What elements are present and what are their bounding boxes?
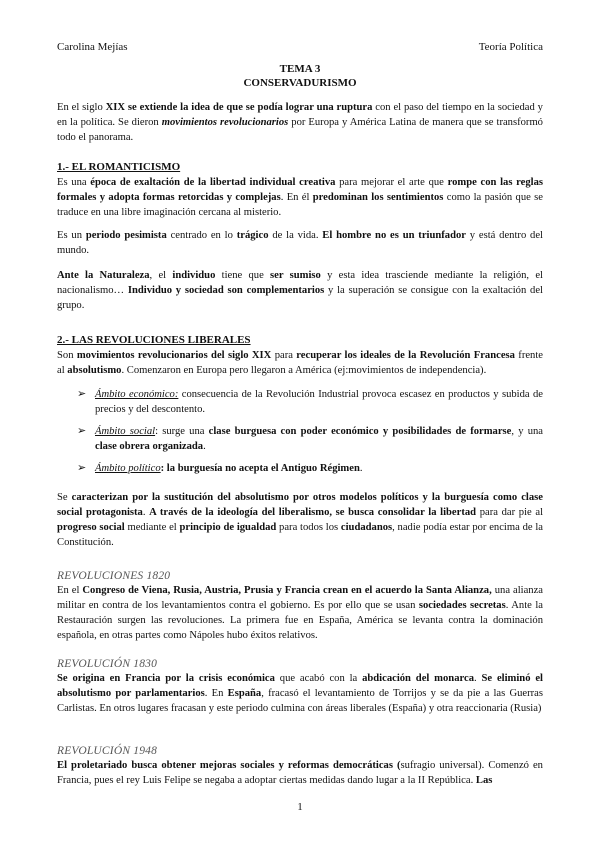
revolution-1830-paragraph (57, 671, 543, 716)
text-run: principio de igualdad (179, 522, 277, 534)
page-number: 1 (297, 801, 303, 813)
text-run: . (359, 463, 363, 474)
text-run: trágico (236, 230, 269, 241)
text-run: y está dentro del mundo. (57, 230, 543, 257)
text-run: Se eliminó el absolutismo por parlamentarios (57, 673, 543, 700)
text-run: sociedades secretas (418, 600, 506, 612)
text-run: Congreso de Viena, Rusia, Austria, Prusia y Francia crean en el acuerdo la Santa Alianza, (82, 585, 492, 596)
romanticism-paragraph-3 (57, 268, 543, 313)
text-run: una alianza militar en contra de los levantamientos contra el gobierno. Es por ello que se usan (57, 585, 544, 612)
revolutions-1820-paragraph (57, 583, 543, 643)
text-run: de la vida. (268, 230, 323, 241)
text-run: Individuo y sociedad son complementarios (127, 285, 325, 297)
text-run: consecuencia de la Revolución Industrial provoca escasez en productos y subida de precios y del descontento. (95, 389, 543, 416)
section-1-heading: 1.- EL ROMANTICISMO (57, 161, 181, 173)
text-run: Ámbito social (95, 426, 156, 437)
liberal-revolutions-paragraph-2 (57, 490, 543, 550)
text-run: El hombre no es un triunfador (322, 230, 466, 241)
text-run: España (227, 688, 262, 700)
title-line-2: CONSERVADURISMO (243, 77, 357, 89)
arrow-bullet-icon: ➢ (77, 388, 87, 400)
text-run: A través de la ideología del liberalismo, se busca consolidar la libertad (149, 507, 477, 519)
intro-paragraph (57, 100, 543, 145)
text-run: progreso social (57, 522, 125, 534)
section-2-heading: 2.- LAS REVOLUCIONES LIBERALES (57, 334, 251, 346)
text-run: para (271, 350, 297, 361)
text-run: Ante la Naturaleza (57, 270, 150, 281)
text-run: que acabó con la (274, 673, 363, 684)
text-run: Es una (57, 177, 91, 188)
subject-name: Teoría Política (478, 41, 543, 53)
text-run: , nadie podía estar por encima de la Constitución. (57, 522, 543, 549)
text-run: predominan los sentimientos (312, 192, 444, 204)
text-run: . Comenzaron en Europa pero llegaron a América (ej:movimientos de independencia). (121, 365, 487, 377)
romanticism-paragraph-2 (57, 228, 543, 258)
text-run: , y una (511, 426, 543, 437)
text-run: ciudadanos (340, 522, 393, 534)
text-run: y esta idea trasciende mediante la religión, el nacionalismo… (57, 270, 543, 297)
text-run: Las (475, 775, 493, 787)
text-run: Ámbito político (95, 463, 161, 474)
text-run: centrado en lo (166, 230, 237, 241)
text-run: con el paso del tiempo en la sociedad y en la política. Se dieron (57, 102, 543, 129)
text-run: recuperar los ideales de la Revolución Francesa (296, 350, 515, 361)
text-run: y la superación se consigue con la exaltación del grupo. (57, 285, 543, 312)
arrow-bullet-icon: ➢ (77, 462, 87, 474)
arrow-bullet-icon: ➢ (77, 425, 87, 437)
text-run: periodo pesimista (85, 230, 167, 241)
text-run: : surge una (155, 426, 209, 437)
revolution-1948-heading: REVOLUCIÓN 1948 (57, 745, 158, 757)
text-run: como la pasión que se traduce en una libre imaginación cercana al misterio. (57, 192, 543, 219)
text-run: En el siglo (57, 102, 106, 113)
document-title (57, 62, 543, 90)
text-run: Ámbito económico: (95, 389, 179, 400)
text-run: . Ante la Restauración surgen las revoluciones. La primera fue en España, América se levanta contra la dominación española, en otras partes como Nápoles hubo éxitos relativos. (57, 600, 543, 642)
text-run: individuo (172, 270, 216, 281)
text-run: época de exaltación de la libertad individual creativa (90, 177, 336, 188)
text-run: . (203, 441, 206, 453)
text-run: mediante el (124, 522, 180, 534)
text-run: por Europa y América Latina de manera que se transformó todo el panorama. (57, 117, 543, 144)
text-run: para mejorar el arte que (335, 177, 448, 188)
text-run: ser sumiso (270, 270, 321, 281)
revolution-1948-paragraph (57, 758, 543, 788)
revolution-1830-heading: REVOLUCIÓN 1830 (57, 658, 158, 670)
text-run: para dar pie al (476, 507, 544, 519)
text-run: Se origina en Francia por la crisis económica (57, 673, 275, 684)
text-run: El proletariado busca obtener mejoras sociales y reformas democráticas ( (57, 760, 401, 771)
text-run: clase obrera organizada (95, 441, 204, 453)
text-run: . (142, 507, 150, 519)
text-run: En el (57, 585, 83, 596)
title-line-1: TEMA 3 (279, 63, 321, 75)
text-run: movimientos revolucionarios del siglo XIX (76, 350, 272, 361)
text-run: Se (57, 492, 72, 503)
text-run: movimientos revolucionarios (161, 117, 289, 129)
text-run: XIX se extiende la idea de que se podía lograr una ruptura (105, 102, 373, 113)
text-run: clase burguesa con poder económico y posibilidades de formarse (208, 426, 512, 437)
text-run: frente al (57, 350, 543, 377)
text-run: Son (57, 350, 77, 361)
text-run: . En (204, 688, 228, 700)
text-run: caracterizan por la sustitución del absolutismo por otros modelos políticos y la burguesía como clase social protagonista (57, 492, 543, 519)
text-run: . En él (280, 192, 313, 204)
liberal-revolutions-paragraph-1 (57, 348, 543, 378)
list-item-text (95, 387, 543, 417)
text-run: sufragio universal). Comenzó en Francia, pues el rey Luis Felipe se negaba a adoptar ciertas medidas dando lugar a la II República. (57, 760, 543, 787)
text-run: , el (149, 270, 173, 281)
list-item-text (95, 461, 543, 476)
text-run: , fracasó el levantamiento de Torrijos y se da pie a las Guerras Carlistas. En otros lugares fracasan y este periodo culmina con áreas liberales (España) y otra reaccionaria (Rusia) (57, 688, 544, 715)
text-run: Es un (57, 230, 86, 241)
text-run: absolutismo (67, 365, 122, 377)
list-item-text (95, 424, 543, 454)
text-run: tiene que (215, 270, 271, 281)
author-name: Carolina Mejías (57, 41, 128, 53)
romanticism-paragraph-1 (57, 175, 543, 220)
text-run: . (474, 673, 482, 684)
text-run: rompe con las reglas formales y adopta formas retorcidas y complejas (57, 177, 544, 204)
revolutions-1820-heading: REVOLUCIONES 1820 (57, 570, 171, 582)
text-run: abdicación del monarca (362, 673, 474, 684)
text-run: para todos los (276, 522, 341, 534)
text-run: : la burguesía no acepta el Antiguo Régimen (160, 463, 360, 474)
